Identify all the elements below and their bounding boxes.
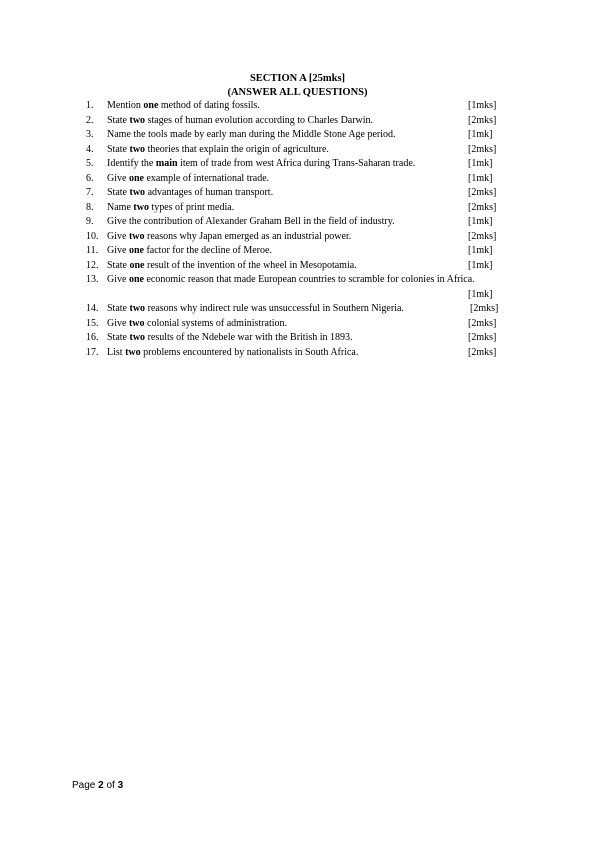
question-marks: [2mks]: [468, 332, 497, 343]
question-marks: [2mks]: [468, 317, 497, 329]
question-item: [0, 302, 595, 317]
question-number: 12.: [86, 259, 99, 271]
question-number: 8.: [86, 201, 94, 213]
question-item: [0, 201, 595, 216]
question-item: [0, 331, 595, 346]
question-text: State two stages of human evolution according to Charles Darwin.: [107, 114, 374, 126]
question-marks: [1mk]: [468, 129, 493, 140]
question-marks: [1mk]: [468, 172, 493, 184]
question-item: [0, 114, 595, 129]
question-marks: [1mk]: [468, 158, 493, 169]
question-marks: [2mks]: [468, 114, 497, 126]
question-marks: [1mk]: [468, 288, 493, 300]
question-item: [0, 172, 595, 187]
question-text: State two reasons why indirect rule was unsuccessful in Southern Nigeria.: [107, 303, 404, 314]
question-number: 17.: [86, 346, 99, 358]
question-marks: [1mks]: [468, 100, 497, 111]
question-number: 13.: [86, 274, 99, 285]
question-marks: [2mks]: [468, 230, 497, 242]
question-item: [0, 143, 595, 158]
question-text: Give one factor for the decline of Meroe.: [107, 245, 272, 256]
question-text: Give two reasons why Japan emerged as an industrial power.: [107, 230, 352, 242]
question-text: Identify the main item of trade from west Africa during Trans-Saharan trade.: [107, 158, 416, 169]
question-item: [0, 346, 595, 361]
question-marks: [2mks]: [470, 303, 499, 314]
question-number: 5.: [86, 158, 94, 169]
section-instruction: (ANSWER ALL QUESTIONS): [227, 87, 368, 98]
question-number: 14.: [86, 303, 99, 314]
current-page: 2: [98, 780, 104, 791]
question-marks: [2mks]: [468, 187, 497, 198]
question-number: 9.: [86, 216, 94, 227]
page-of: of: [103, 780, 118, 791]
question-item: [0, 128, 595, 143]
question-marks: [1mk]: [468, 259, 493, 271]
question-list: [0, 99, 595, 360]
question-number: 3.: [86, 129, 94, 140]
question-number: 2.: [86, 114, 94, 126]
question-marks: [2mks]: [468, 346, 497, 358]
question-number: 1.: [86, 100, 94, 111]
question-text: State two theories that explain the origin of agriculture.: [107, 143, 329, 155]
section-title: SECTION A [25mks]: [249, 73, 346, 84]
question-item: [0, 317, 595, 332]
page-footer: [72, 779, 123, 792]
question-number: 7.: [86, 187, 94, 198]
question-text: Give the contribution of Alexander Graham Bell in the field of industry.: [107, 216, 395, 227]
question-text: Mention one method of dating fossils.: [107, 100, 260, 111]
question-text: Give two colonial systems of administration.: [107, 317, 287, 329]
question-text: Give one example of international trade.: [107, 172, 270, 184]
question-item: [0, 99, 595, 114]
page-label: Page: [72, 780, 99, 791]
question-item: [0, 157, 595, 172]
question-text: List two problems encountered by nationalists in South Africa.: [107, 346, 359, 358]
question-number: 6.: [86, 172, 94, 184]
question-item: [0, 186, 595, 201]
question-marks: [2mks]: [468, 201, 497, 213]
question-number: 11.: [86, 245, 99, 256]
question-item: [0, 273, 595, 302]
question-text: State two results of the Ndebele war with the British in 1893.: [107, 332, 353, 343]
question-marks: [2mks]: [468, 143, 497, 155]
question-text: State one result of the invention of the wheel in Mesopotamia.: [107, 259, 357, 271]
total-pages: 3: [117, 780, 124, 791]
question-marks: [1mk]: [468, 216, 493, 227]
question-item: [0, 215, 595, 230]
question-text: State two advantages of human transport.: [107, 187, 274, 198]
question-number: 10.: [86, 230, 99, 242]
question-text: Name two types of print media.: [107, 201, 235, 213]
question-marks: [1mk]: [468, 245, 493, 256]
question-text: Name the tools made by early man during the Middle Stone Age period.: [107, 129, 396, 140]
question-number: 16.: [86, 332, 99, 343]
question-number: 15.: [86, 317, 99, 329]
question-item: [0, 244, 595, 259]
question-text: Give one economic reason that made European countries to scramble for colonies in Africa.: [107, 274, 475, 285]
question-item: [0, 230, 595, 245]
question-number: 4.: [86, 143, 94, 155]
question-item: [0, 259, 595, 274]
